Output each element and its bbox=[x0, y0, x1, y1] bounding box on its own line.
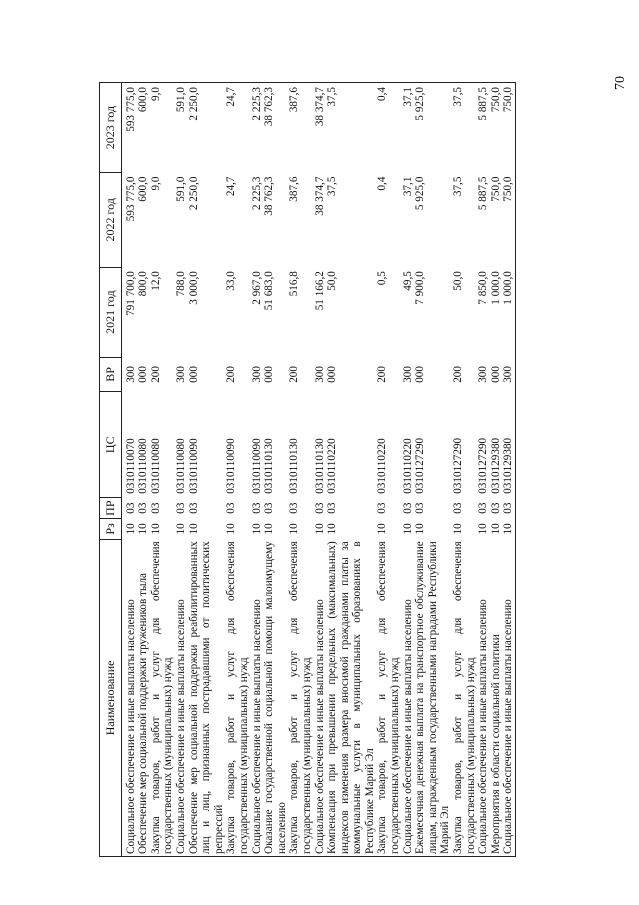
row-2021: 51 166,2 bbox=[313, 271, 326, 311]
table-row bbox=[326, 83, 376, 857]
row-2021: 1 000,0 bbox=[489, 271, 502, 305]
row-2021: 7 850,0 bbox=[477, 271, 490, 305]
row-2022: 600,0 bbox=[137, 176, 150, 202]
row-rz: 10 bbox=[187, 523, 200, 535]
row-2022: 5 925,0 bbox=[414, 176, 427, 211]
row-2023: 2 250,0 bbox=[188, 83, 226, 173]
row-2021: 50,0 bbox=[452, 271, 465, 291]
rotated-budget-table-container bbox=[99, 82, 599, 857]
row-2023: 600,0 bbox=[137, 83, 150, 173]
row-pr: 03 bbox=[502, 498, 515, 519]
row-name: Социальное обеспечение и иные выплаты населению bbox=[477, 539, 490, 856]
row-2022: 37,5 bbox=[452, 176, 465, 197]
row-vr: 300 bbox=[250, 366, 263, 383]
row-pr: 03 bbox=[174, 502, 187, 514]
row-2023: 38 374,7 bbox=[314, 83, 327, 173]
row-cs: 0310129380 bbox=[489, 437, 502, 494]
row-2021: 0,5 bbox=[376, 271, 389, 286]
table-row bbox=[490, 83, 503, 857]
row-rz: 10 bbox=[288, 523, 301, 535]
row-pr: 03 bbox=[376, 502, 389, 514]
table-row bbox=[314, 83, 327, 857]
table-row bbox=[225, 83, 250, 857]
row-rz: 10 bbox=[174, 523, 187, 535]
row-2022: 2 225,3 bbox=[250, 176, 263, 211]
header-rz: Рз bbox=[100, 519, 122, 540]
row-pr: 03 bbox=[452, 502, 465, 514]
table-row bbox=[477, 83, 490, 857]
row-cs: 0310110130 bbox=[313, 438, 326, 494]
row-2022: 2 250,0 bbox=[187, 176, 200, 211]
row-2023: 37,5 bbox=[326, 83, 376, 173]
row-2023: 2 225,3 bbox=[251, 83, 264, 173]
table-row bbox=[137, 83, 150, 857]
row-cs: 0310127290 bbox=[414, 437, 427, 494]
row-rz: 10 bbox=[124, 523, 137, 535]
row-cs: 0310110070 bbox=[124, 438, 137, 494]
row-name: Закупка товаров, работ и услуг для обеспечения государственных (муниципальных) нужд bbox=[288, 539, 313, 856]
row-name: Социальное обеспечение и иные выплаты населению bbox=[121, 539, 137, 856]
row-2022: 37,5 bbox=[326, 176, 339, 197]
header-2023: 2023 год bbox=[100, 83, 122, 173]
row-2022: 38 374,7 bbox=[313, 176, 326, 216]
row-2022: 9,0 bbox=[149, 176, 162, 191]
row-2022: 5 887,5 bbox=[477, 176, 490, 211]
row-cs: 0310129380 bbox=[502, 392, 515, 498]
row-2021: 516,8 bbox=[288, 271, 301, 297]
row-vr: 300 bbox=[477, 366, 490, 383]
header-2021: 2021 год bbox=[100, 267, 122, 357]
row-rz: 10 bbox=[401, 523, 414, 535]
table-row bbox=[175, 83, 188, 857]
row-pr: 03 bbox=[250, 502, 263, 514]
row-name: Закупка товаров, работ и услуг для обеспечения государственных (муниципальных) нужд bbox=[225, 539, 250, 856]
row-rz: 10 bbox=[452, 523, 465, 535]
row-rz: 10 bbox=[326, 523, 339, 535]
row-2023: 37,1 bbox=[402, 83, 415, 173]
table-row bbox=[288, 83, 313, 857]
row-2023: 5 925,0 bbox=[414, 83, 452, 173]
header-cs: ЦС bbox=[100, 392, 122, 498]
row-pr: 03 bbox=[124, 502, 137, 514]
table-header-row bbox=[100, 83, 122, 857]
row-cs: 0310110220 bbox=[326, 438, 339, 494]
row-2023: 0,4 bbox=[376, 83, 401, 173]
header-pr: ПР bbox=[100, 498, 122, 519]
row-vr: 200 bbox=[452, 366, 465, 383]
row-2021: 791 700,0 bbox=[124, 271, 137, 316]
row-name: Социальное обеспечение и иные выплаты населению bbox=[175, 539, 188, 856]
row-vr: 000 bbox=[489, 366, 502, 383]
row-rz: 10 bbox=[414, 523, 427, 535]
row-2023: 24,7 bbox=[225, 83, 250, 173]
row-2021: 800,0 bbox=[137, 271, 150, 297]
row-rz: 10 bbox=[225, 523, 238, 535]
row-rz: 10 bbox=[263, 523, 276, 535]
row-2021: 3 000,0 bbox=[187, 271, 200, 305]
row-cs: 0310127290 bbox=[452, 437, 465, 494]
row-vr: 200 bbox=[376, 366, 389, 383]
row-2023: 750,0 bbox=[502, 83, 515, 173]
row-2022: 38 762,3 bbox=[263, 176, 276, 216]
row-2022: 750,0 bbox=[502, 173, 515, 268]
row-pr: 03 bbox=[225, 502, 238, 514]
row-2021: 51 683,0 bbox=[263, 271, 276, 311]
row-pr: 03 bbox=[414, 502, 427, 514]
row-name: Компенсация при превышении предельных (максимальных) индексов изменения размера вносимой гражданами платы за коммунальные услуги в муниципальных образованиях в Республике Марий Эл bbox=[326, 539, 376, 856]
row-rz: 10 bbox=[149, 523, 162, 535]
row-cs: 0310110090 bbox=[250, 438, 263, 494]
row-pr: 03 bbox=[187, 502, 200, 514]
row-2021: 7 900,0 bbox=[414, 271, 427, 305]
budget-table bbox=[99, 82, 516, 857]
row-2021: 50,0 bbox=[326, 271, 339, 291]
row-vr: 300 bbox=[401, 366, 414, 383]
row-vr: 000 bbox=[326, 366, 339, 383]
row-name: Социальное обеспечение и иные выплаты населению bbox=[402, 539, 415, 856]
row-cs: 0310110130 bbox=[263, 438, 276, 494]
row-name: Оказание государственной социальной помощи малоимущему населению bbox=[263, 539, 288, 856]
row-2021: 788,0 bbox=[174, 271, 187, 297]
table-row bbox=[150, 83, 175, 857]
row-vr: 000 bbox=[414, 366, 427, 383]
header-2022: 2022 год bbox=[100, 173, 122, 268]
row-2021: 2 967,0 bbox=[250, 271, 263, 305]
row-cs: 0310110080 bbox=[137, 438, 150, 494]
row-pr: 03 bbox=[263, 502, 276, 514]
row-pr: 03 bbox=[137, 502, 150, 514]
row-cs: 0310110080 bbox=[174, 438, 187, 494]
row-cs: 0310110220 bbox=[376, 438, 389, 494]
row-rz: 10 bbox=[477, 523, 490, 535]
row-name: Закупка товаров, работ и услуг для обеспечения государственных (муниципальных) нужд bbox=[150, 539, 175, 856]
row-vr: 200 bbox=[225, 366, 238, 383]
row-2023: 5 887,5 bbox=[477, 83, 490, 173]
row-rz: 10 bbox=[502, 519, 515, 540]
row-vr: 000 bbox=[187, 366, 200, 383]
row-pr: 03 bbox=[401, 502, 414, 514]
row-pr: 03 bbox=[149, 502, 162, 514]
row-vr: 300 bbox=[313, 366, 326, 383]
row-2023: 37,5 bbox=[452, 83, 477, 173]
table-row bbox=[452, 83, 477, 857]
row-2023: 591,0 bbox=[175, 83, 188, 173]
row-rz: 10 bbox=[137, 523, 150, 535]
row-pr: 03 bbox=[477, 502, 490, 514]
row-cs: 0310110080 bbox=[149, 438, 162, 494]
row-cs: 0310110220 bbox=[401, 438, 414, 494]
row-cs: 0310127290 bbox=[477, 437, 490, 494]
header-vr: ВР bbox=[100, 357, 122, 392]
row-2021: 49,5 bbox=[401, 271, 414, 291]
row-pr: 03 bbox=[313, 502, 326, 514]
table-row bbox=[502, 83, 515, 857]
table-body bbox=[121, 83, 515, 857]
table-row bbox=[376, 83, 401, 857]
row-name: Социальное обеспечение и иные выплаты населению bbox=[502, 539, 515, 856]
row-name: Обеспечение мер социальной поддержки реабилитированных лиц и лиц, признанных пострадавшими от политических репрессий bbox=[188, 539, 226, 856]
table-row bbox=[251, 83, 264, 857]
row-2022: 750,0 bbox=[489, 176, 502, 202]
row-pr: 03 bbox=[288, 502, 301, 514]
table-row bbox=[188, 83, 226, 857]
row-vr: 200 bbox=[288, 366, 301, 383]
row-2023: 750,0 bbox=[490, 83, 503, 173]
row-2022: 387,6 bbox=[288, 176, 301, 202]
row-rz: 10 bbox=[376, 523, 389, 535]
row-2023: 387,6 bbox=[288, 83, 313, 173]
row-name: Социальное обеспечение и иные выплаты населению bbox=[314, 539, 327, 856]
row-2022: 0,4 bbox=[376, 176, 389, 191]
row-cs: 0310110130 bbox=[288, 438, 301, 494]
row-2023: 38 762,3 bbox=[263, 83, 288, 173]
table-row bbox=[414, 83, 452, 857]
row-name: Закупка товаров, работ и услуг для обеспечения государственных (муниципальных) нужд bbox=[376, 539, 401, 856]
row-vr: 000 bbox=[263, 366, 276, 383]
row-2021: 12,0 bbox=[149, 271, 162, 291]
header-name: Наименование bbox=[100, 539, 122, 856]
table-row bbox=[402, 83, 415, 857]
row-name: Закупка товаров, работ и услуг для обеспечения государственных (муниципальных) нужд bbox=[452, 539, 477, 856]
table-row bbox=[263, 83, 288, 857]
row-2022: 24,7 bbox=[225, 176, 238, 197]
row-vr: 300 bbox=[124, 366, 137, 383]
row-name: Мероприятия в области социальной политики bbox=[490, 539, 503, 856]
row-2022: 37,1 bbox=[401, 176, 414, 197]
row-name: Обеспечение мер социальной поддержки тружеников тыла bbox=[137, 539, 150, 856]
row-2022: 593 775,0 bbox=[124, 176, 137, 222]
row-rz: 10 bbox=[313, 523, 326, 535]
row-vr: 200 bbox=[149, 366, 162, 383]
row-2022: 591,0 bbox=[174, 176, 187, 202]
row-2021: 1 000,0 bbox=[502, 267, 515, 357]
row-vr: 300 bbox=[502, 357, 515, 392]
row-2023: 593 775,0 bbox=[121, 83, 137, 173]
page-number: 70 bbox=[613, 76, 628, 90]
row-pr: 03 bbox=[326, 502, 339, 514]
row-vr: 300 bbox=[174, 366, 187, 383]
row-rz: 10 bbox=[250, 523, 263, 535]
row-vr: 000 bbox=[137, 366, 150, 383]
row-name: Социальное обеспечение и иные выплаты населению bbox=[251, 539, 264, 856]
row-2023: 9,0 bbox=[150, 83, 175, 173]
row-cs: 0310110090 bbox=[187, 438, 200, 494]
row-rz: 10 bbox=[489, 523, 502, 535]
table-row bbox=[121, 83, 137, 857]
row-name: Ежемесячная денежная выплата на транспортное обслуживание лицам, награжденным государственными наградами Республики Марий Эл bbox=[414, 539, 452, 856]
row-cs: 0310110090 bbox=[225, 438, 238, 494]
row-pr: 03 bbox=[489, 502, 502, 514]
row-2021: 33,0 bbox=[225, 271, 238, 291]
